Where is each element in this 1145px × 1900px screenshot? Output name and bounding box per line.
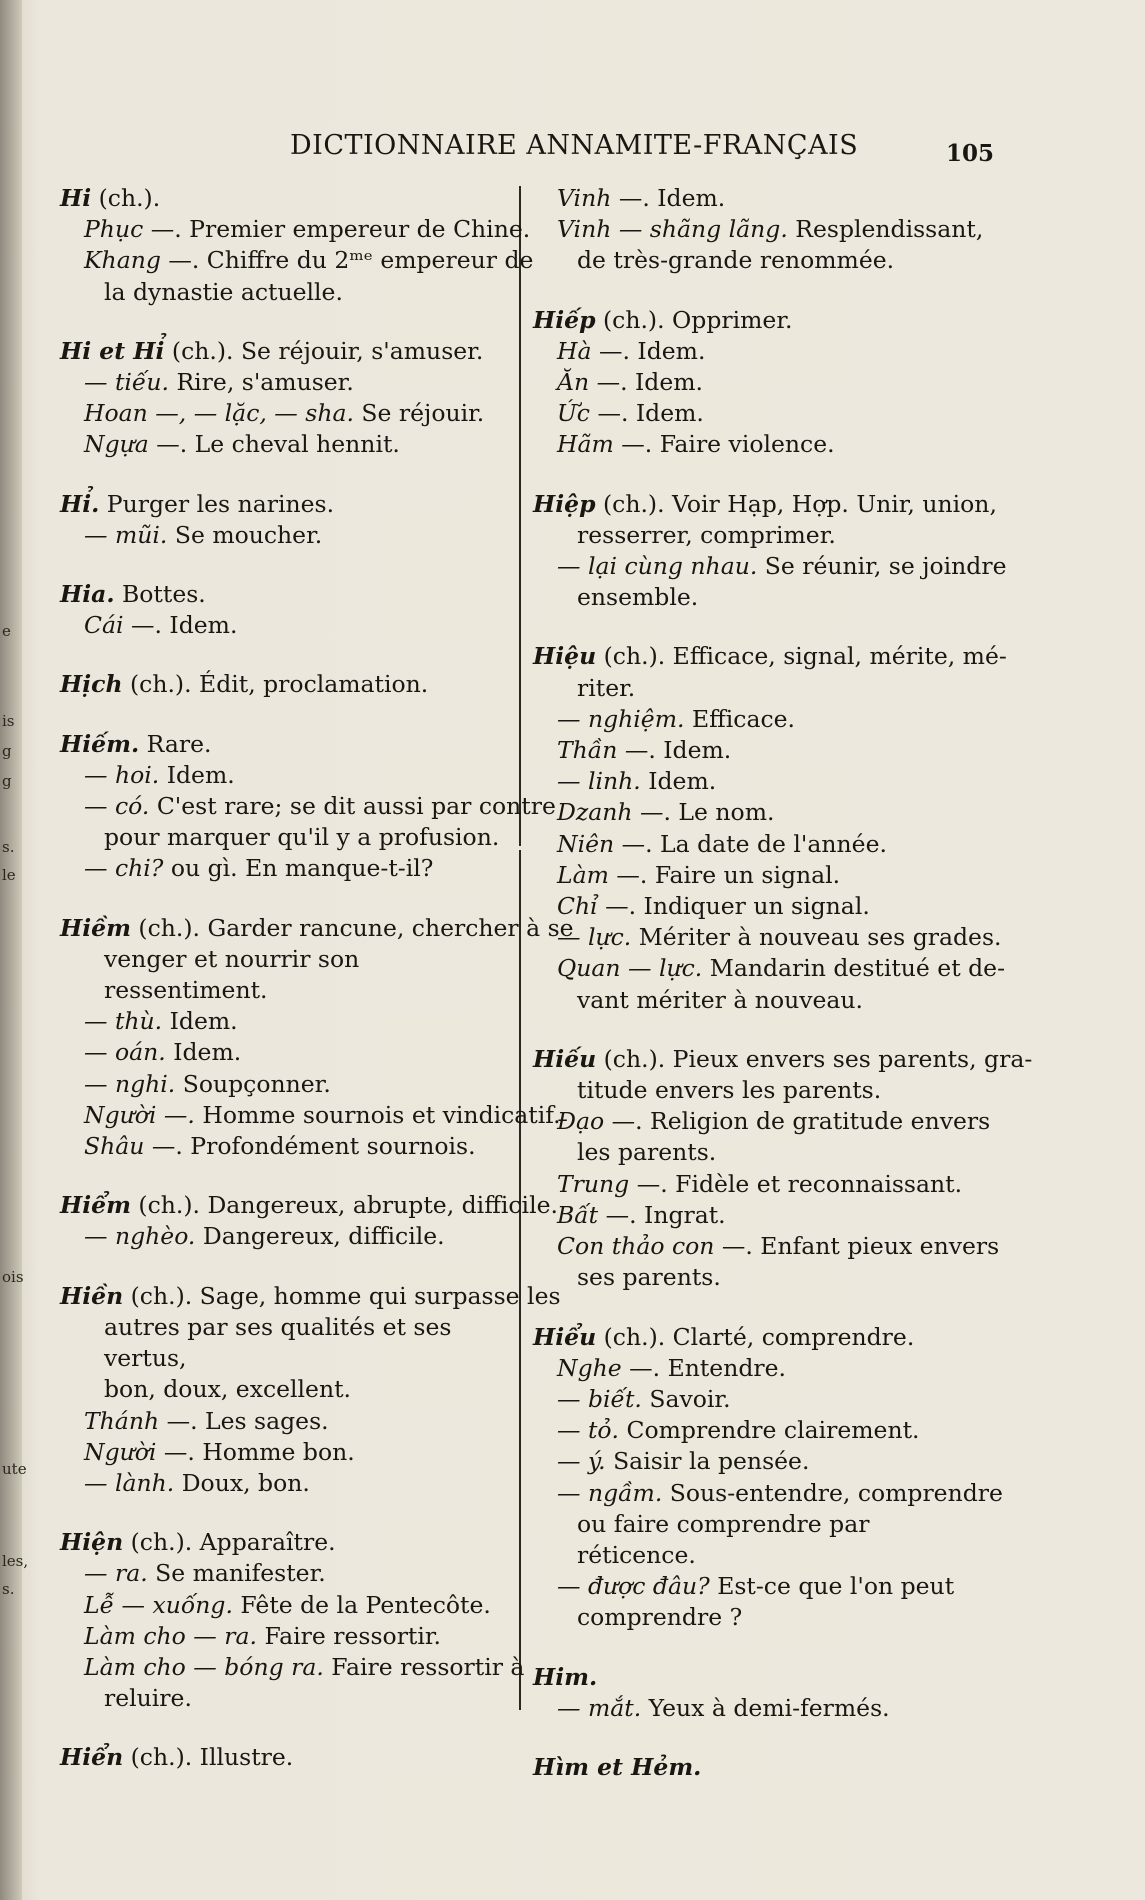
definition-text: —. Les sages. — [159, 1406, 329, 1435]
definition-text: Rare. — [139, 729, 212, 758]
definition-text: (ch.). Sage, homme qui surpasse les — [123, 1281, 561, 1310]
entry-continuation — [533, 985, 988, 1016]
vietnamese-phrase: — lại cùng nhau. — [557, 552, 758, 581]
entry-subline — [533, 183, 988, 214]
entry-subline — [60, 1131, 515, 1162]
entry-subline — [533, 891, 988, 922]
vietnamese-phrase: — lành. — [84, 1468, 175, 1497]
vietnamese-phrase: Ngựa — [84, 430, 149, 459]
entry-subline — [533, 1169, 988, 1200]
definition-text: Se réjouir. — [353, 399, 485, 428]
definition-text: —. Idem. — [589, 399, 704, 428]
definition-text: Savoir. — [641, 1384, 731, 1413]
headword: Hiềm — [60, 913, 131, 942]
definition-text: ou faire comprendre par réticence. — [577, 1509, 870, 1569]
definition-text: —. Enfant pieux envers — [714, 1232, 1000, 1261]
entry-subline — [533, 1200, 988, 1231]
entry-headword-line — [533, 1752, 988, 1783]
definition-text: —. Indiquer un signal. — [597, 892, 870, 921]
definition-text: (ch.). Édit, proclamation. — [122, 670, 429, 699]
vietnamese-phrase: Nghe — [557, 1353, 622, 1382]
definition-text: Faire ressortir. — [256, 1621, 442, 1650]
headword: Hiện — [60, 1528, 124, 1557]
entry-subline — [533, 704, 988, 735]
definition-text: —. Le cheval hennit. — [148, 430, 400, 459]
entry-headword-line — [60, 1527, 515, 1558]
entry-subline — [60, 1069, 515, 1100]
definition-text: —. Entendre. — [621, 1353, 786, 1382]
definition-text: —. Faire un signal. — [608, 860, 841, 889]
dictionary-entry — [533, 1752, 988, 1783]
entry-subline — [533, 336, 988, 367]
definition-text: (ch.). — [91, 184, 161, 212]
definition-text: pour marquer qu'il y a profusion. — [104, 823, 500, 852]
vietnamese-phrase: Làm cho — ra. — [84, 1621, 257, 1650]
definition-text: Purger les narines. — [99, 489, 335, 518]
definition-text: de très-grande renommée. — [577, 246, 895, 275]
definition-text: —. Ingrat. — [598, 1200, 726, 1229]
vietnamese-phrase: Vinh — shãng lãng. — [557, 215, 788, 244]
vietnamese-phrase: Ăn — [557, 368, 590, 397]
headword: Hiếu — [533, 1044, 597, 1073]
definition-text: C'est rare; se dit aussi par contre — [149, 792, 556, 821]
entry-subline — [60, 1590, 515, 1621]
entry-continuation — [60, 1312, 515, 1374]
vietnamese-phrase: Hoan —, — lặc, — sha. — [84, 399, 354, 428]
entry-subline — [533, 1231, 1000, 1262]
dictionary-entry — [60, 669, 515, 700]
entry-subline — [60, 1558, 515, 1589]
headword: Hìm et Hẻm. — [533, 1752, 702, 1781]
definition-text: (ch.). Dangereux, abrupte, difficile. — [130, 1191, 558, 1220]
entry-subline — [60, 1100, 561, 1131]
vietnamese-phrase: Làm cho — bóng ra. — [84, 1652, 324, 1681]
entry-continuation — [533, 1137, 988, 1168]
entry-headword-line — [60, 183, 515, 214]
entry-headword-line — [533, 1044, 1033, 1075]
definition-text: Doux, bon. — [174, 1468, 310, 1497]
entry-subline — [533, 429, 988, 460]
definition-text: Faire ressortir à — [323, 1652, 525, 1681]
dictionary-entry — [60, 1742, 515, 1773]
vietnamese-phrase: — tỏ. — [557, 1416, 620, 1445]
definition-text: —. Profondément sournois. — [144, 1132, 476, 1161]
definition-text: —. Fidèle et reconnaissant. — [629, 1169, 963, 1198]
definition-text: —. La date de l'année. — [614, 829, 887, 858]
definition-text: titude envers les parents. — [577, 1076, 882, 1105]
entry-continuation — [533, 520, 988, 551]
dictionary-entry — [60, 579, 515, 641]
entry-subline — [533, 214, 988, 245]
entry-headword-line — [60, 913, 574, 944]
vietnamese-phrase: Đạo — [557, 1107, 605, 1136]
dictionary-entry — [60, 489, 515, 551]
entry-headword-line — [60, 336, 515, 367]
entry-subline — [60, 1037, 515, 1068]
vietnamese-phrase: Người —. — [84, 1100, 195, 1129]
entry-subline — [533, 398, 988, 429]
entry-continuation — [533, 1602, 988, 1633]
definition-text: Efficace. — [684, 704, 796, 733]
entry-subline — [60, 367, 515, 398]
entry-continuation — [60, 822, 515, 853]
entry-headword-line — [60, 1190, 558, 1221]
definition-text: —. Idem. — [617, 736, 732, 765]
vietnamese-phrase: Bất — [557, 1200, 599, 1229]
definition-text: ou gì. En manque-t-il? — [163, 854, 434, 883]
vietnamese-phrase: Trung — [557, 1169, 630, 1198]
entry-subline — [533, 551, 1007, 582]
definition-text: Dangereux, difficile. — [195, 1222, 445, 1251]
entry-subline — [533, 1446, 988, 1477]
vietnamese-phrase: Làm — [557, 860, 609, 889]
right-column — [533, 183, 1033, 1811]
vietnamese-phrase: Shâu — [84, 1132, 145, 1161]
entry-headword-line — [533, 1662, 988, 1693]
vietnamese-phrase: — hoi. — [84, 760, 160, 789]
definition-text: —. Idem. — [611, 184, 726, 212]
definition-text: Idem. — [165, 1038, 242, 1067]
definition-text: (ch.). Opprimer. — [595, 305, 793, 334]
entry-subline — [60, 791, 556, 822]
entry-subline — [60, 520, 515, 551]
dictionary-entry — [533, 641, 1007, 1015]
definition-text: (ch.). Clarté, comprendre. — [596, 1322, 915, 1351]
entry-subline — [533, 1478, 1003, 1509]
entry-subline — [533, 1106, 991, 1137]
vietnamese-phrase: Dzanh — [557, 798, 633, 827]
entry-subline — [533, 1571, 988, 1602]
column-divider-lower — [519, 850, 521, 1710]
headword: Hiếp — [533, 305, 596, 334]
entry-subline — [60, 1621, 515, 1652]
definition-text: Homme sournois et vindicatif. — [194, 1100, 561, 1129]
dictionary-entry — [533, 183, 988, 277]
dictionary-entry — [60, 1281, 561, 1499]
entry-subline — [60, 398, 515, 429]
entry-subline — [533, 860, 988, 891]
definition-text: autres par ses qualités et ses vertus, — [104, 1312, 452, 1373]
entry-headword-line — [60, 579, 515, 610]
entry-subline — [533, 1384, 988, 1415]
entry-subline — [60, 1406, 515, 1437]
entry-subline — [533, 1353, 988, 1384]
gutter-fragment: ute — [2, 1460, 27, 1478]
vietnamese-phrase: Ức — [557, 399, 590, 428]
dictionary-entry — [60, 1190, 558, 1252]
entry-subline — [60, 760, 515, 791]
definition-text: —. Homme bon. — [156, 1437, 355, 1466]
entry-subline — [533, 766, 988, 797]
vietnamese-phrase: Niên — [557, 829, 615, 858]
definition-text: Yeux à demi-fermés. — [641, 1693, 890, 1722]
definition-text: (ch.). Pieux envers ses parents, gra- — [596, 1044, 1033, 1073]
entry-headword-line — [60, 489, 515, 520]
definition-text: ses parents. — [577, 1263, 721, 1292]
vietnamese-phrase: — nghi. — [84, 1069, 176, 1098]
definition-text: Se réunir, se joindre — [757, 552, 1007, 581]
vietnamese-phrase: — nghiệm. — [557, 704, 685, 733]
vietnamese-phrase: — mũi. — [84, 520, 168, 549]
entry-subline — [533, 922, 1002, 953]
vietnamese-phrase: Hãm — [557, 430, 614, 459]
dictionary-entry — [533, 1322, 1003, 1634]
definition-text: (ch.). Se réjouir, s'amuser. — [164, 336, 484, 365]
headword: Hi et Hỉ — [60, 336, 165, 365]
headword: Hi — [60, 184, 92, 212]
definition-text: Mandarin destitué et de- — [702, 954, 1006, 983]
vietnamese-phrase: — biết. — [557, 1384, 642, 1413]
definition-text: —. Religion de gratitude envers — [604, 1107, 991, 1136]
headword: Hịch — [60, 670, 123, 699]
definition-text: Rire, s'amuser. — [169, 368, 354, 397]
dictionary-entry — [533, 305, 988, 461]
entry-subline — [533, 1693, 988, 1724]
vietnamese-phrase: — tiếu. — [84, 368, 169, 397]
entry-headword-line — [533, 305, 988, 336]
entry-subline — [533, 953, 1006, 984]
page-title: DICTIONNAIRE ANNAMITE-FRANÇAIS — [290, 130, 859, 161]
vietnamese-phrase: Chỉ — [557, 892, 598, 921]
vietnamese-phrase: Hà — [557, 336, 592, 365]
definition-text: (ch.). Illustre. — [123, 1743, 294, 1772]
dictionary-entry — [60, 336, 515, 461]
entry-subline — [60, 1468, 515, 1499]
entry-subline — [60, 214, 531, 245]
headword: Hiểm — [60, 1191, 131, 1220]
entry-continuation — [60, 1374, 515, 1405]
definition-text: Idem. — [640, 767, 717, 796]
gutter-fragment: s. — [2, 838, 15, 856]
entry-headword-line — [60, 1742, 515, 1773]
vietnamese-phrase: — mắt. — [557, 1693, 642, 1722]
definition-text: comprendre ? — [577, 1603, 743, 1632]
vietnamese-phrase: Lễ — xuống. — [84, 1590, 233, 1619]
definition-text: les parents. — [577, 1138, 717, 1167]
entry-continuation — [533, 1262, 988, 1293]
vietnamese-phrase: — thù. — [84, 1007, 163, 1036]
gutter-fragment: ois — [2, 1268, 24, 1286]
definition-text: riter. — [577, 673, 636, 702]
headword: Hiệp — [533, 489, 596, 518]
entry-continuation — [533, 1509, 988, 1571]
entry-subline — [533, 1415, 988, 1446]
dictionary-entry — [533, 1044, 1033, 1294]
definition-text: —. Le nom. — [632, 798, 775, 827]
definition-text: (ch.). Efficace, signal, mérite, mé- — [596, 642, 1007, 671]
gutter-fragment: e — [2, 622, 11, 640]
entry-continuation — [533, 673, 988, 704]
definition-text: Se moucher. — [167, 520, 323, 549]
page-number: 105 — [946, 140, 995, 167]
entry-subline — [60, 245, 534, 276]
definition-text: Est-ce que l'on peut — [709, 1572, 955, 1601]
definition-text: venger et nourrir son ressentiment. — [104, 944, 360, 1005]
entry-subline — [60, 853, 515, 884]
entry-continuation — [60, 944, 515, 1006]
definition-text: —. Idem. — [591, 336, 706, 365]
headword: Him. — [533, 1662, 598, 1691]
definition-text: resserrer, comprimer. — [577, 520, 836, 549]
entry-continuation — [533, 582, 988, 613]
column-divider — [519, 186, 521, 846]
adjacent-page-edge — [0, 0, 29, 1900]
vietnamese-phrase: — linh. — [557, 767, 641, 796]
definition-text: Saisir la pensée. — [605, 1447, 810, 1476]
entry-headword-line — [533, 1322, 988, 1353]
definition-text: la dynastie actuelle. — [104, 277, 343, 306]
definition-text: Resplendissant, — [787, 215, 984, 244]
gutter-fragment: is — [2, 712, 15, 730]
entry-headword-line — [60, 669, 515, 700]
headword: Hia. — [60, 580, 115, 609]
vietnamese-phrase: Con thảo con — [557, 1232, 715, 1261]
vietnamese-phrase: Quan — lực. — [557, 954, 703, 983]
entry-subline — [533, 829, 988, 860]
headword: Hiệu — [533, 642, 597, 671]
definition-text: Soupçonner. — [175, 1069, 331, 1098]
entry-subline — [60, 1437, 515, 1468]
gutter-fragment: s. — [2, 1580, 15, 1598]
definition-text: —. Premier empereur de Chine. — [143, 215, 531, 244]
gutter-fragment: le — [2, 866, 16, 884]
headword: Hiếm. — [60, 729, 140, 758]
definition-text: Bottes. — [114, 580, 206, 609]
vietnamese-phrase: — có. — [84, 792, 150, 821]
entry-subline — [60, 1221, 515, 1252]
entry-subline — [60, 610, 515, 641]
definition-text: bon, doux, excellent. — [104, 1375, 352, 1404]
vietnamese-phrase: — ngầm. — [557, 1478, 663, 1507]
vietnamese-phrase: Phục — [84, 215, 144, 244]
vietnamese-phrase: Cái — [84, 611, 124, 640]
headword: Hiển — [60, 1743, 124, 1772]
vietnamese-phrase: Thần — [557, 736, 618, 765]
entry-headword-line — [60, 729, 515, 760]
gutter-fragment: g — [2, 772, 12, 790]
definition-text: Comprendre clairement. — [619, 1416, 920, 1445]
definition-text: Idem. — [162, 1007, 238, 1036]
definition-text: (ch.). Garder rancune, chercher à se — [130, 913, 574, 942]
entry-headword-line — [533, 641, 1007, 672]
entry-headword-line — [60, 1281, 561, 1312]
definition-text: —. Chiffre du 2ᵐᵉ empereur de — [160, 246, 534, 275]
definition-text: —. Faire violence. — [613, 430, 835, 459]
definition-text: Mériter à nouveau ses grades. — [631, 923, 1002, 952]
vietnamese-phrase: — được đâu? — [557, 1572, 710, 1601]
definition-text: (ch.). Voir Hạp, Hợp. Unir, union, — [595, 489, 997, 518]
vietnamese-phrase: — oán. — [84, 1038, 166, 1067]
vietnamese-phrase: Vinh — [557, 184, 612, 212]
definition-text: Idem. — [159, 760, 235, 789]
vietnamese-phrase: — ra. — [84, 1559, 148, 1588]
definition-text: Sous-entendre, comprendre — [662, 1478, 1003, 1507]
entry-subline — [60, 429, 515, 460]
vietnamese-phrase: — chi? — [84, 854, 164, 883]
definition-text: Se manifester. — [147, 1559, 326, 1588]
definition-text: Fête de la Pentecôte. — [232, 1590, 491, 1619]
definition-text: —. Idem. — [589, 368, 704, 397]
entry-subline — [60, 1652, 525, 1683]
definition-text: (ch.). Apparaître. — [123, 1528, 336, 1557]
vietnamese-phrase: Thánh — [84, 1406, 160, 1435]
vietnamese-phrase: Người — [84, 1437, 157, 1466]
gutter-fragment: g — [2, 742, 12, 760]
entry-continuation — [60, 1683, 515, 1714]
dictionary-entry — [60, 183, 534, 308]
dictionary-entry — [533, 489, 1007, 614]
vietnamese-phrase: — ý. — [557, 1447, 606, 1476]
headword: Hỉ. — [60, 489, 100, 518]
entry-subline — [533, 797, 988, 828]
definition-text: —. Idem. — [123, 611, 238, 640]
entry-continuation — [60, 277, 515, 308]
entry-subline — [533, 367, 988, 398]
gutter-fragment: les, — [2, 1552, 29, 1570]
vietnamese-phrase: — lực. — [557, 923, 632, 952]
definition-text: vant mériter à nouveau. — [577, 985, 864, 1014]
entry-headword-line — [533, 489, 997, 520]
vietnamese-phrase: Khang — [84, 246, 161, 275]
entry-subline — [60, 1006, 515, 1037]
headword: Hiền — [60, 1281, 124, 1310]
definition-text: ensemble. — [577, 583, 699, 612]
entry-subline — [533, 735, 988, 766]
dictionary-entry — [60, 729, 556, 885]
headword: Hiểu — [533, 1322, 597, 1351]
dictionary-entry — [60, 1527, 525, 1714]
vietnamese-phrase: — nghèo. — [84, 1222, 196, 1251]
dictionary-entry — [533, 1662, 988, 1724]
entry-continuation — [533, 245, 988, 276]
definition-text: reluire. — [104, 1684, 192, 1713]
entry-continuation — [533, 1075, 988, 1106]
